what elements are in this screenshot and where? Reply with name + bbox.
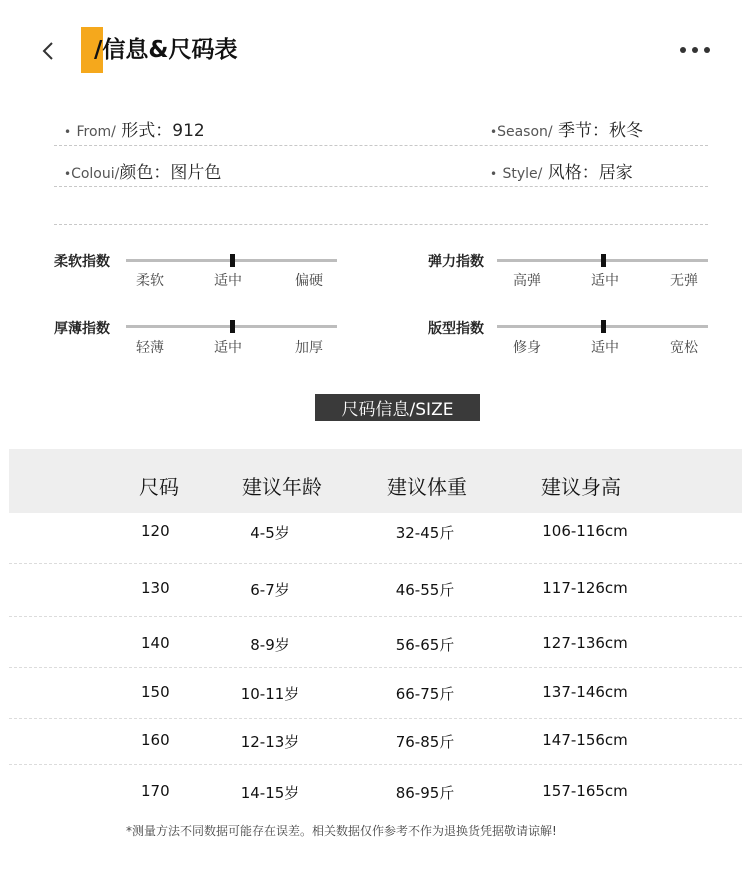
info-from-en: From/ xyxy=(76,124,116,140)
info-style xyxy=(490,161,633,186)
cell-weight: 86-95斤 xyxy=(395,784,455,802)
slider-label: 厚薄指数 xyxy=(54,321,110,337)
cell-size: 130 xyxy=(141,579,170,597)
cell-age: 14-15岁 xyxy=(240,784,300,802)
size-table-header xyxy=(9,449,742,513)
cell-weight: 56-65斤 xyxy=(395,636,455,654)
cell-size: 120 xyxy=(141,522,170,540)
more-dot xyxy=(704,47,710,53)
slider-label: 弹力指数 xyxy=(428,254,484,270)
cell-height: 147-156cm xyxy=(542,731,628,749)
bullet: • xyxy=(64,167,72,181)
row-divider xyxy=(9,616,742,617)
more-button[interactable] xyxy=(680,42,710,58)
info-style-label: 风格： xyxy=(547,163,599,183)
info-from xyxy=(64,119,205,144)
info-season-value: 秋冬 xyxy=(609,121,644,141)
row-divider xyxy=(9,718,742,719)
cell-height: 157-165cm xyxy=(542,782,628,800)
info-style-en: Style/ xyxy=(502,166,543,182)
slider-tick-mid: 适中 xyxy=(214,340,242,356)
col-header-age: 建议年龄 xyxy=(242,475,322,499)
info-season-label: 季节： xyxy=(558,121,610,141)
slider-knob xyxy=(230,254,235,267)
slider-tick-high: 偏硬 xyxy=(295,273,323,289)
slider-tick-high: 无弹 xyxy=(670,273,698,289)
info-season xyxy=(490,119,643,144)
cell-size: 150 xyxy=(141,683,170,701)
slider-knob xyxy=(601,254,606,267)
divider xyxy=(54,224,708,225)
info-style-value: 居家 xyxy=(598,163,633,183)
cell-height: 127-136cm xyxy=(542,634,628,652)
slider-label: 柔软指数 xyxy=(54,254,110,270)
cell-height: 106-116cm xyxy=(542,522,628,540)
cell-weight: 46-55斤 xyxy=(395,581,455,599)
info-colour xyxy=(64,161,221,186)
size-banner: 尺码信息/SIZE xyxy=(315,394,480,421)
row-divider xyxy=(9,764,742,765)
info-from-label: 形式： xyxy=(121,121,173,141)
slider-tick-high: 加厚 xyxy=(295,340,323,356)
slider-tick-mid: 适中 xyxy=(591,340,619,356)
col-header-size: 尺码 xyxy=(139,475,179,499)
divider xyxy=(54,186,708,187)
info-colour-label: 颜色： xyxy=(119,163,171,183)
cell-weight: 66-75斤 xyxy=(395,685,455,703)
col-header-height: 建议身高 xyxy=(541,475,621,499)
footnote: *测量方法不同数据可能存在误差。相关数据仅作参考不作为退换货凭据敬请谅解! xyxy=(126,824,557,838)
slider-label: 版型指数 xyxy=(428,321,484,337)
bullet: • xyxy=(490,167,498,181)
more-dots-icon xyxy=(680,47,686,53)
cell-age: 8-9岁 xyxy=(250,636,290,654)
chevron-left-icon xyxy=(41,40,55,62)
slider-tick-high: 宽松 xyxy=(670,340,698,356)
slider-knob xyxy=(601,320,606,333)
cell-age: 4-5岁 xyxy=(250,524,290,542)
cell-age: 6-7岁 xyxy=(250,581,290,599)
cell-age: 12-13岁 xyxy=(240,733,300,751)
slider-tick-low: 柔软 xyxy=(136,273,164,289)
row-divider xyxy=(9,667,742,668)
more-dot xyxy=(692,47,698,53)
info-colour-value: 图片色 xyxy=(170,163,222,183)
cell-size: 160 xyxy=(141,731,170,749)
slider-tick-mid: 适中 xyxy=(591,273,619,289)
slider-tick-low: 修身 xyxy=(513,340,541,356)
bullet: • xyxy=(64,125,72,139)
slider-tick-low: 高弹 xyxy=(513,273,541,289)
divider xyxy=(54,145,708,146)
slider-tick-mid: 适中 xyxy=(214,273,242,289)
cell-weight: 32-45斤 xyxy=(395,524,455,542)
cell-age: 10-11岁 xyxy=(240,685,300,703)
info-season-en: Season/ xyxy=(497,124,553,140)
cell-weight: 76-85斤 xyxy=(395,733,455,751)
cell-height: 137-146cm xyxy=(542,683,628,701)
slider-knob xyxy=(230,320,235,333)
cell-size: 140 xyxy=(141,634,170,652)
slider-tick-low: 轻薄 xyxy=(136,340,164,356)
bullet: • xyxy=(490,125,498,139)
page-title: /信息&尺码表 xyxy=(94,37,238,63)
row-divider xyxy=(9,563,742,564)
col-header-weight: 建议体重 xyxy=(387,475,467,499)
info-colour-en: Coloui/ xyxy=(71,166,120,182)
cell-height: 117-126cm xyxy=(542,579,628,597)
info-from-value: 912 xyxy=(172,121,205,141)
cell-size: 170 xyxy=(141,782,170,800)
back-button[interactable] xyxy=(36,38,60,64)
